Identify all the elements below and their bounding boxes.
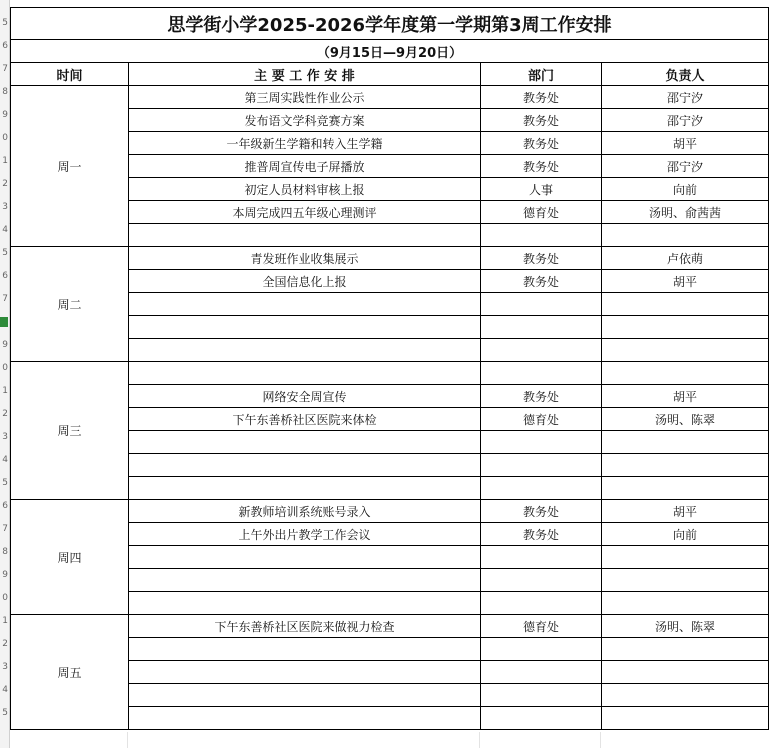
dept-cell[interactable]: 德育处 — [481, 201, 602, 224]
row-number[interactable]: 3 — [2, 662, 8, 672]
date-row — [11, 40, 769, 63]
row-number[interactable]: 8 — [0, 317, 8, 327]
dept-cell[interactable] — [481, 546, 602, 569]
person-cell[interactable]: 胡平 — [602, 270, 769, 293]
dept-cell[interactable]: 教务处 — [481, 385, 602, 408]
task-cell[interactable]: 上午外出片教学工作会议 — [129, 523, 481, 546]
table-row — [11, 362, 769, 385]
row-number[interactable]: 7 — [2, 64, 8, 74]
gridline — [127, 732, 128, 748]
task-cell[interactable]: 推普周宣传电子屏播放 — [129, 155, 481, 178]
day-cell[interactable]: 周五 — [11, 615, 129, 730]
task-cell[interactable]: 一年级新生学籍和转入生学籍 — [129, 132, 481, 155]
dept-cell[interactable] — [481, 684, 602, 707]
dept-cell[interactable] — [481, 454, 602, 477]
person-cell[interactable] — [602, 293, 769, 316]
row-number[interactable]: 4 — [2, 685, 8, 695]
day-cell[interactable]: 周一 — [11, 86, 129, 247]
person-cell[interactable] — [602, 362, 769, 385]
person-cell[interactable]: 汤明、俞茜茜 — [602, 201, 769, 224]
person-cell[interactable] — [602, 316, 769, 339]
header-task[interactable]: 主 要 工 作 安 排 — [129, 63, 481, 86]
task-cell[interactable]: 全国信息化上报 — [129, 270, 481, 293]
task-cell[interactable] — [129, 569, 481, 592]
row-number[interactable]: 0 — [2, 133, 8, 143]
person-cell[interactable]: 胡平 — [602, 500, 769, 523]
row-number[interactable]: 0 — [2, 363, 8, 373]
task-cell[interactable] — [129, 707, 481, 730]
dept-cell[interactable] — [481, 638, 602, 661]
task-cell[interactable] — [129, 661, 481, 684]
person-cell[interactable] — [602, 638, 769, 661]
person-cell[interactable]: 邵宁汐 — [602, 109, 769, 132]
row-number[interactable]: 2 — [2, 639, 8, 649]
task-cell[interactable]: 发布语文学科竞赛方案 — [129, 109, 481, 132]
day-cell[interactable]: 周四 — [11, 500, 129, 615]
task-cell[interactable] — [129, 293, 481, 316]
person-cell[interactable]: 胡平 — [602, 385, 769, 408]
dept-cell[interactable]: 教务处 — [481, 86, 602, 109]
row-number[interactable]: 3 — [2, 432, 8, 442]
gridline — [479, 732, 480, 748]
header-dept[interactable]: 部门 — [481, 63, 602, 86]
dept-cell[interactable] — [481, 316, 602, 339]
row-number[interactable]: 8 — [2, 547, 8, 557]
dept-cell[interactable] — [481, 707, 602, 730]
spreadsheet-sheet — [9, 0, 780, 748]
row-number[interactable]: 5 — [2, 18, 8, 28]
row-number[interactable]: 0 — [2, 593, 8, 603]
dept-cell[interactable]: 教务处 — [481, 500, 602, 523]
dept-cell[interactable] — [481, 592, 602, 615]
task-cell[interactable]: 新教师培训系统账号录入 — [129, 500, 481, 523]
person-cell[interactable] — [602, 454, 769, 477]
task-cell[interactable] — [129, 224, 481, 247]
task-cell[interactable]: 下午东善桥社区医院来做视力检查 — [129, 615, 481, 638]
row-number[interactable]: 3 — [2, 202, 8, 212]
row-number[interactable]: 9 — [2, 110, 8, 120]
task-cell[interactable] — [129, 546, 481, 569]
person-cell[interactable]: 邵宁汐 — [602, 155, 769, 178]
dept-cell[interactable]: 德育处 — [481, 615, 602, 638]
row-number[interactable]: 7 — [2, 524, 8, 534]
day-cell[interactable]: 周二 — [11, 247, 129, 362]
header-person[interactable]: 负责人 — [602, 63, 769, 86]
dept-cell[interactable]: 教务处 — [481, 132, 602, 155]
title-row — [11, 8, 769, 40]
row-number[interactable]: 9 — [2, 570, 8, 580]
person-cell[interactable] — [602, 431, 769, 454]
person-cell[interactable]: 邵宁汐 — [602, 86, 769, 109]
task-cell[interactable] — [129, 454, 481, 477]
person-cell[interactable]: 胡平 — [602, 132, 769, 155]
task-cell[interactable] — [129, 592, 481, 615]
sheet-title[interactable]: 思学街小学2025-2026学年度第一学期第3周工作安排 — [11, 8, 769, 40]
row-number[interactable]: 6 — [2, 271, 8, 281]
dept-cell[interactable]: 教务处 — [481, 270, 602, 293]
person-cell[interactable] — [602, 592, 769, 615]
task-cell[interactable] — [129, 362, 481, 385]
person-cell[interactable] — [602, 477, 769, 500]
table-row — [11, 500, 769, 523]
row-number[interactable]: 1 — [2, 386, 8, 396]
task-cell[interactable]: 下午东善桥社区医院来体检 — [129, 408, 481, 431]
task-cell[interactable] — [129, 477, 481, 500]
task-cell[interactable] — [129, 638, 481, 661]
dept-cell[interactable]: 教务处 — [481, 247, 602, 270]
person-cell[interactable] — [602, 569, 769, 592]
task-cell[interactable]: 第三周实践性作业公示 — [129, 86, 481, 109]
row-number[interactable]: 5 — [2, 478, 8, 488]
dept-cell[interactable]: 教务处 — [481, 109, 602, 132]
task-cell[interactable]: 本周完成四五年级心理测评 — [129, 201, 481, 224]
row-number[interactable]: 2 — [2, 409, 8, 419]
dept-cell[interactable] — [481, 569, 602, 592]
task-cell[interactable] — [129, 339, 481, 362]
person-cell[interactable] — [602, 546, 769, 569]
person-cell[interactable] — [602, 224, 769, 247]
dept-cell[interactable] — [481, 293, 602, 316]
row-number[interactable]: 6 — [2, 41, 8, 51]
dept-cell[interactable] — [481, 362, 602, 385]
row-number[interactable]: 7 — [2, 294, 8, 304]
row-number[interactable]: 1 — [2, 156, 8, 166]
person-cell[interactable] — [602, 684, 769, 707]
person-cell[interactable]: 向前 — [602, 178, 769, 201]
table-row — [11, 86, 769, 109]
row-number[interactable]: 4 — [2, 455, 8, 465]
gridline — [600, 732, 601, 748]
person-cell[interactable] — [602, 339, 769, 362]
dept-cell[interactable] — [481, 431, 602, 454]
task-cell[interactable]: 青发班作业收集展示 — [129, 247, 481, 270]
person-cell[interactable]: 汤明、陈翠 — [602, 615, 769, 638]
row-number[interactable]: 4 — [2, 225, 8, 235]
person-cell[interactable]: 向前 — [602, 523, 769, 546]
row-number[interactable]: 2 — [2, 179, 8, 189]
person-cell[interactable]: 汤明、陈翠 — [602, 408, 769, 431]
dept-cell[interactable] — [481, 477, 602, 500]
header-time[interactable]: 时间 — [11, 63, 129, 86]
row-number[interactable]: 5 — [2, 248, 8, 258]
dept-cell[interactable]: 教务处 — [481, 155, 602, 178]
person-cell[interactable]: 卢依萌 — [602, 247, 769, 270]
row-number[interactable]: 6 — [2, 501, 8, 511]
dept-cell[interactable]: 人事 — [481, 178, 602, 201]
task-cell[interactable] — [129, 684, 481, 707]
table-row — [11, 615, 769, 638]
dept-cell[interactable] — [481, 661, 602, 684]
row-number[interactable]: 5 — [2, 708, 8, 718]
dept-cell[interactable]: 德育处 — [481, 408, 602, 431]
person-cell[interactable] — [602, 707, 769, 730]
row-number[interactable]: 1 — [2, 616, 8, 626]
person-cell[interactable] — [602, 661, 769, 684]
task-cell[interactable]: 初定人员材料审核上报 — [129, 178, 481, 201]
row-number[interactable]: 8 — [2, 87, 8, 97]
date-range[interactable]: （9月15日—9月20日） — [11, 40, 769, 63]
dept-cell[interactable] — [481, 224, 602, 247]
task-cell[interactable] — [129, 316, 481, 339]
row-number[interactable]: 9 — [2, 340, 8, 350]
task-cell[interactable]: 网络安全周宣传 — [129, 385, 481, 408]
schedule-table — [10, 7, 769, 730]
dept-cell[interactable] — [481, 339, 602, 362]
table-row — [11, 247, 769, 270]
day-cell[interactable]: 周三 — [11, 362, 129, 500]
task-cell[interactable] — [129, 431, 481, 454]
header-row — [11, 63, 769, 86]
dept-cell[interactable]: 教务处 — [481, 523, 602, 546]
